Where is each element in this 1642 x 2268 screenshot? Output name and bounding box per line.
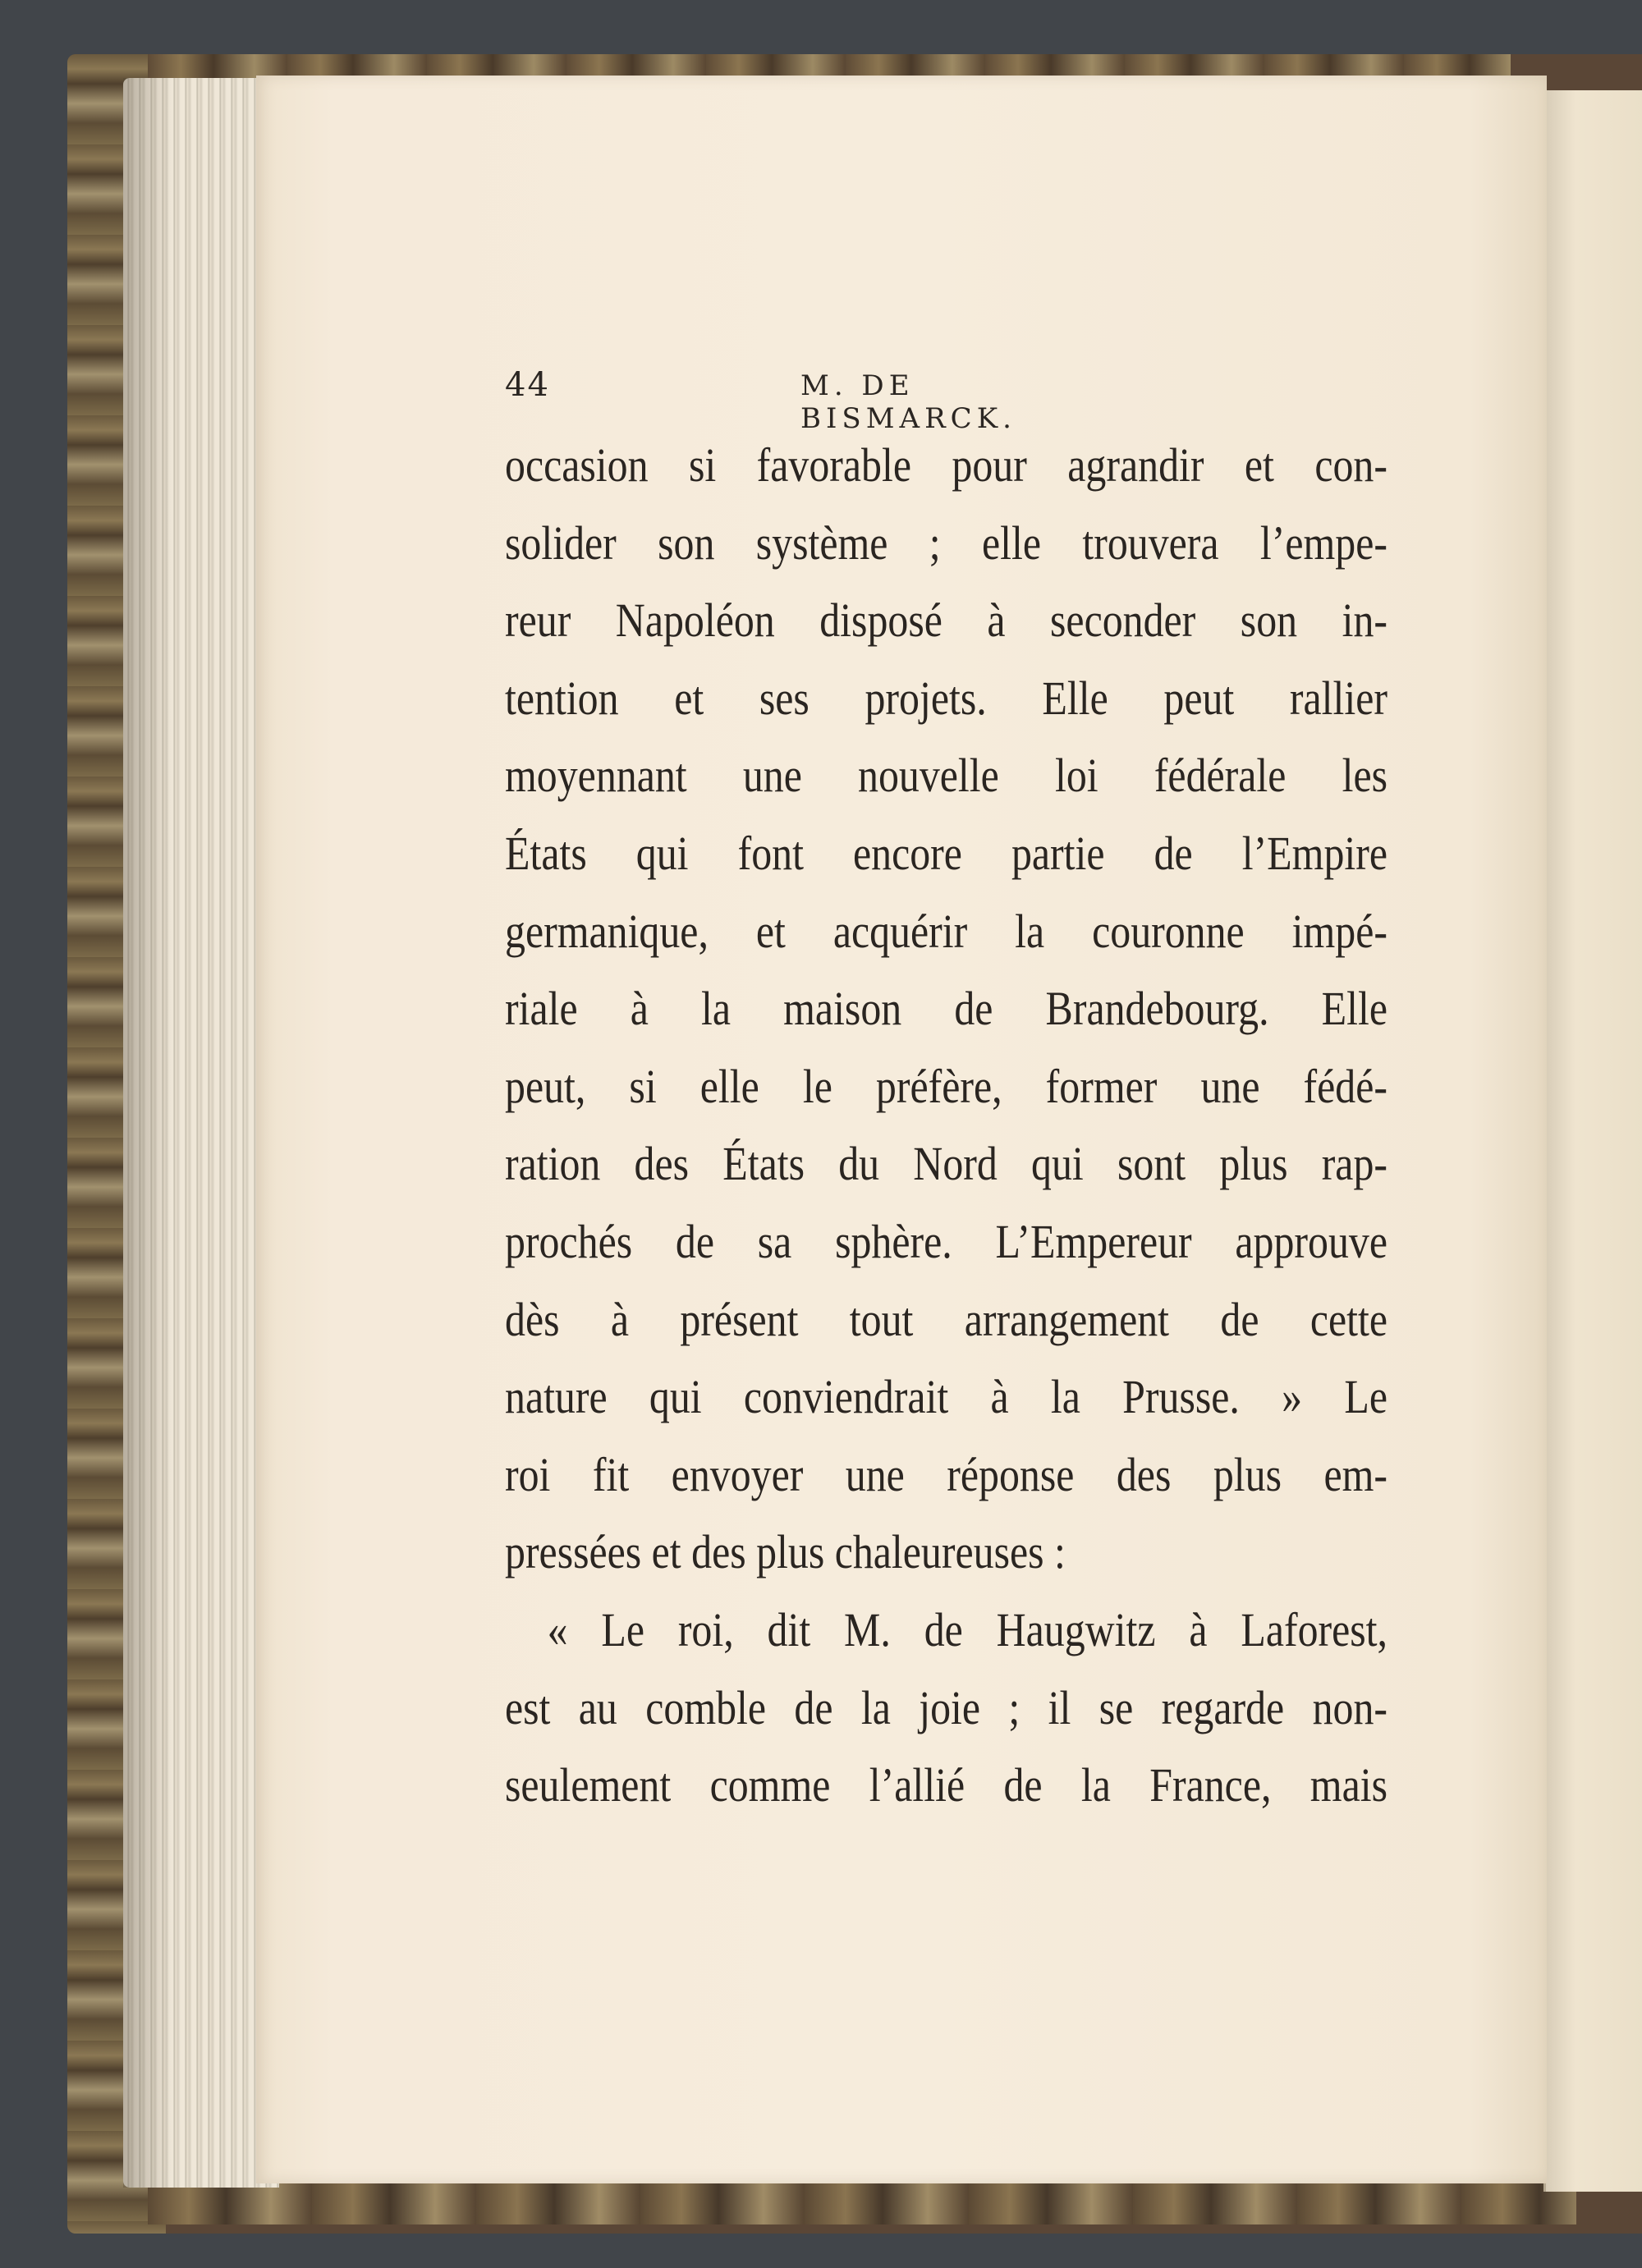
text-line: solider son système ; elle trouvera l’empe- [505, 515, 1387, 570]
body-text [505, 427, 1387, 1825]
page-header [505, 366, 1121, 435]
text-line: pressées et des plus chaleureuses : [505, 1525, 1066, 1579]
cover-bottom-edge [148, 2183, 1576, 2224]
text-line: prochés de sa sphère. L’Empereur approuve [505, 1214, 1387, 1268]
text-line: est au comble de la joie ; il se regarde non- [505, 1680, 1387, 1734]
facing-page-sliver [1543, 90, 1642, 2192]
text-line: moyennant une nouvelle loi fédérale les [505, 749, 1387, 803]
text-line: seulement comme l’allié de la France, mais [505, 1758, 1387, 1812]
text-line: occasion si favorable pour agrandir et con- [505, 438, 1387, 492]
text-line: riale à la maison de Brandebourg. Elle [505, 982, 1387, 1036]
running-title: M. DE BISMARCK. [800, 369, 1016, 435]
text-line: « Le roi, dit M. de Haugwitz à Laforest, [547, 1602, 1387, 1656]
text-line: germanique, et acquérir la couronne impé- [505, 904, 1387, 958]
text-line: nature qui conviendrait à la Prusse. » Le [505, 1370, 1387, 1424]
page-edge-shadow [123, 78, 172, 2188]
text-line: roi fit envoyer une réponse des plus em- [505, 1447, 1387, 1501]
text-line: peut, si elle le préfère, former une fédé- [505, 1059, 1387, 1113]
text-line: reur Napoléon disposé à seconder son in- [505, 593, 1387, 648]
page-number: 44 [505, 366, 550, 404]
text-line: ration des États du Nord qui sont plus rap- [505, 1137, 1387, 1191]
text-line: dès à présent tout arrangement de cette [505, 1292, 1387, 1346]
text-line: tention et ses projets. Elle peut rallier [505, 671, 1387, 725]
text-line: États qui font encore partie de l’Empire [505, 826, 1387, 880]
